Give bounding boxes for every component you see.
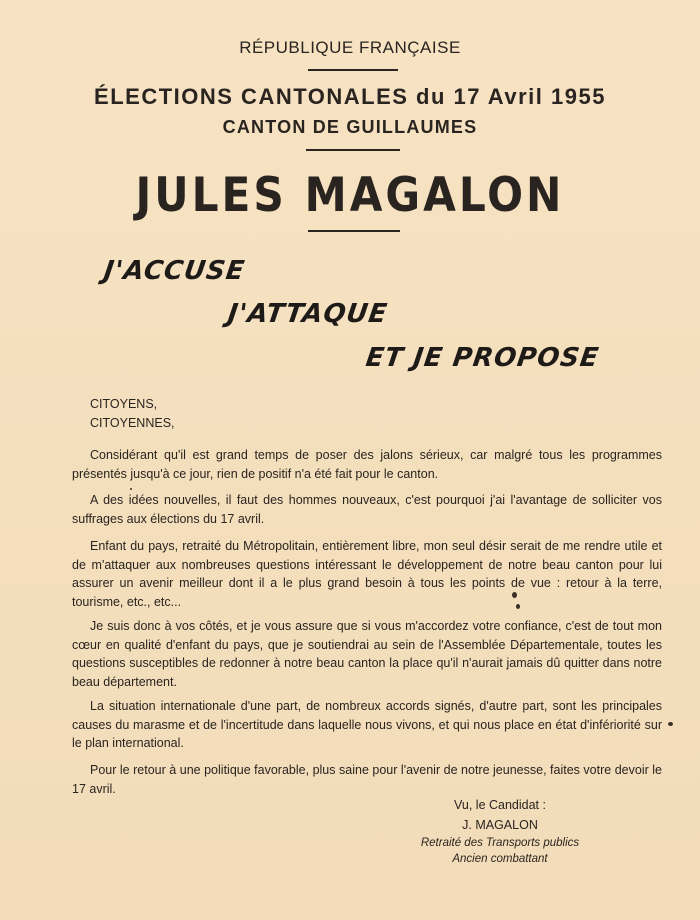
signature-title-2: Ancien combattant	[452, 853, 548, 865]
signature-seen: Vu, le Candidat :	[454, 798, 546, 812]
salutation-citoyennes: CITOYENNES,	[90, 416, 175, 430]
candidate-name: JULES MAGALON	[135, 168, 565, 223]
ink-fleck	[516, 604, 520, 609]
paragraph-4: Je suis donc à vos côtés, et je vous assure que si vous m'accordez votre confiance, c'est de tout mon cœur en qualité d'enfant du pays, que je soutiendrai au sein de l'Assemblée Départementale, toutes les questions susceptibles de redonner à notre beau canton la place qu'il n'aurait jamais dû quitter dans notre beau département.	[72, 619, 662, 689]
canton-heading: CANTON DE GUILLAUMES	[222, 117, 478, 137]
signature-title-1: Retraité des Transports publics	[420, 837, 580, 849]
ink-fleck	[512, 592, 517, 598]
salutation-citoyens: CITOYENS,	[90, 397, 158, 411]
republic-heading: RÉPUBLIQUE FRANÇAISE	[239, 38, 461, 57]
slogan-propose: ET JE PROPOSE	[363, 343, 601, 373]
ink-fleck	[668, 722, 673, 726]
paragraph-1: Considérant qu'il est grand temps de poser des jalons sérieux, car malgré tous les programmes présentés jusqu'à ce jour, rien de positif n'a été fait pour le canton.	[72, 448, 662, 481]
ink-fleck	[130, 488, 132, 490]
divider-middle	[306, 149, 400, 151]
paragraph-5: La situation internationale d'une part, de nombreux accords signés, d'autre part, sont les principales causes du marasme et de l'incertitude dans laquelle nous vivons, et qui nous place en état d'infériorité sur le plan international.	[72, 699, 662, 750]
signature-name: J. MAGALON	[462, 818, 538, 832]
slogan-accuse: J'ACCUSE	[101, 256, 247, 286]
paragraph-2: A des idées nouvelles, il faut des hommes nouveaux, c'est pourquoi j'ai l'avantage de solliciter vos suffrages aux élections du 17 avril.	[72, 493, 662, 526]
divider-name	[308, 230, 400, 232]
slogan-attaque: J'ATTAQUE	[225, 299, 390, 329]
divider-top	[308, 69, 398, 71]
paragraph-3: Enfant du pays, retraité du Métropolitain, entièrement libre, mon seul désir serait de me rendre utile et de m'attaquer aux nombreuses questions intéressant le développement de notre beau canton pour lui assurer un avenir meilleur dont il a le plus grand besoin à tous les points de vue : retour à la terre, tourisme, etc., etc...	[72, 539, 662, 609]
paragraph-6: Pour le retour à une politique favorable, plus saine pour l'avenir de notre jeunesse, faites votre devoir le 17 avril.	[72, 763, 662, 796]
election-title: ÉLECTIONS CANTONALES du 17 Avril 1955	[94, 84, 606, 109]
